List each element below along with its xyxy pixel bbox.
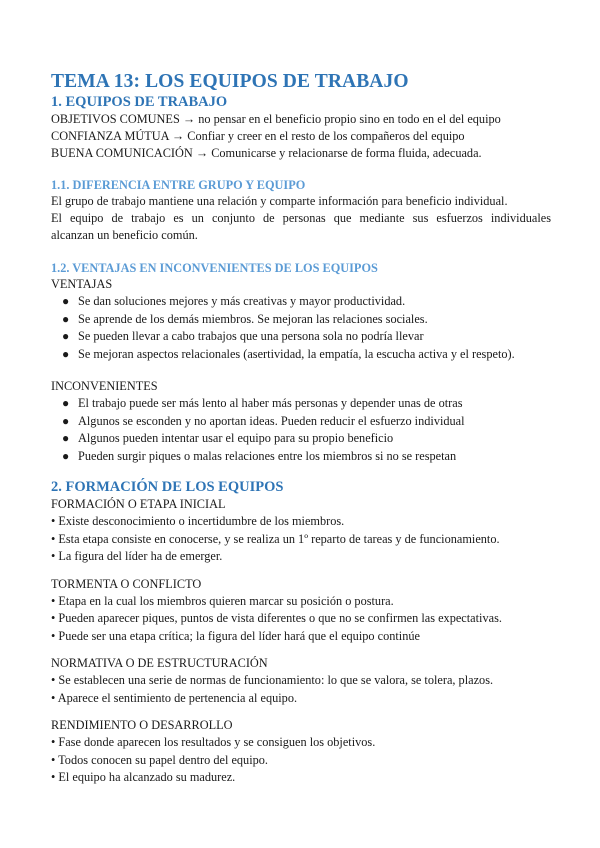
section-equipos-de-trabajo [51,94,551,465]
list-label: INCONVENIENTES [51,379,158,393]
list-item: ● El trabajo puede ser más lento al haber más personas y depender unas de otras [51,395,551,413]
bullet-icon: ● [62,413,70,428]
stage-item: • Puede ser una etapa crítica; la figura del líder hará que el equipo continúe [51,628,420,643]
stage-label: FORMACIÓN O ETAPA INICIAL [51,497,226,511]
list-item: ● Algunos pueden intentar usar el equipo para su propio beneficio [51,430,551,448]
text-line: CONFIANZA MÚTUA → Confiar y creer en el resto de los compañeros del equipo [51,129,465,143]
stage-item: • Pueden aparecer piques, puntos de vista diferentes o que no se confirmen las expectativas. [51,611,502,625]
stage-item: • El equipo ha alcanzado su madurez. [51,770,236,784]
stage-label: TORMENTA O CONFLICTO [51,576,202,591]
stage-item: • Esta etapa consiste en conocerse, y se realiza un 1º reparto de tareas y de funcionamiento. [51,531,500,546]
list-item: ● Pueden surgir piques o malas relaciones entre los miembros si no se respetan [51,448,551,466]
section-formacion-equipos [51,479,551,787]
stage-label: NORMATIVA O DE ESTRUCTURACIÓN [51,656,268,670]
list-item: ● Se pueden llevar a cabo trabajos que una persona sola no podría llevar [51,328,551,346]
bullet-icon: ● [62,311,70,326]
bullet-icon: ● [62,396,70,410]
text-line: BUENA COMUNICACIÓN → Comunicarse y relacionarse de forma fluida, adecuada. [51,146,482,160]
list-item: ● Se aprende de los demás miembros. Se mejoran las relaciones sociales. [51,311,551,329]
stage-item: • Existe desconocimiento o incertidumbre de los miembros. [51,514,345,528]
stage-item: • La figura del líder ha de emerger. [51,549,223,563]
stage-item: • Etapa en la cual los miembros quieren marcar su posición o postura. [51,593,394,608]
bullet-icon: ● [62,329,70,343]
stage-item: • Todos conocen su papel dentro del equipo. [51,752,268,767]
stage-item: • Fase donde aparecen los resultados y se consiguen los objetivos. [51,735,376,749]
section-heading: 1. EQUIPOS DE TRABAJO [51,94,228,110]
subsection-heading: 1.2. VENTAJAS EN INCONVENIENTES DE LOS EQUIPOS [51,261,378,275]
paragraph: El grupo de trabajo mantiene una relación y comparte información para beneficio individual. [51,194,508,208]
paragraph-line: El equipo de trabajo es un conjunto de personas que mediante sus esfuerzos individuales [51,211,551,225]
ventajas-list [51,293,551,363]
section-heading: 2. FORMACIÓN DE LOS EQUIPOS [51,479,284,495]
bullet-icon: ● [62,294,70,308]
stage-item: • Se establecen una serie de normas de funcionamiento: lo que se valora, se tolera, plazos. [51,673,494,687]
list-item: ● Se mejoran aspectos relacionales (asertividad, la empatía, la escucha activa y el respeto). [51,346,551,364]
list-item: ● Se dan soluciones mejores y más creativas y mayor productividad. [51,293,551,311]
list-label: VENTAJAS [51,277,113,291]
document-page [51,70,551,787]
subsection-heading: 1.1. DIFERENCIA ENTRE GRUPO Y EQUIPO [51,178,306,192]
stage-item: • Aparece el sentimiento de pertenencia al equipo. [51,690,298,705]
text-line: OBJETIVOS COMUNES → no pensar en el beneficio propio sino en todo en el del equipo [51,112,501,126]
paragraph-line: alcanzan un beneficio común. [51,228,198,242]
inconvenientes-list [51,395,551,465]
document-title: TEMA 13: LOS EQUIPOS DE TRABAJO [51,71,409,92]
list-item: ● Algunos se esconden y no aportan ideas. Pueden reducir el esfuerzo individual [51,413,551,431]
bullet-icon: ● [62,431,70,445]
stage-label: RENDIMIENTO O DESARROLLO [51,718,233,732]
bullet-icon: ● [62,346,70,361]
bullet-icon: ● [62,448,70,463]
